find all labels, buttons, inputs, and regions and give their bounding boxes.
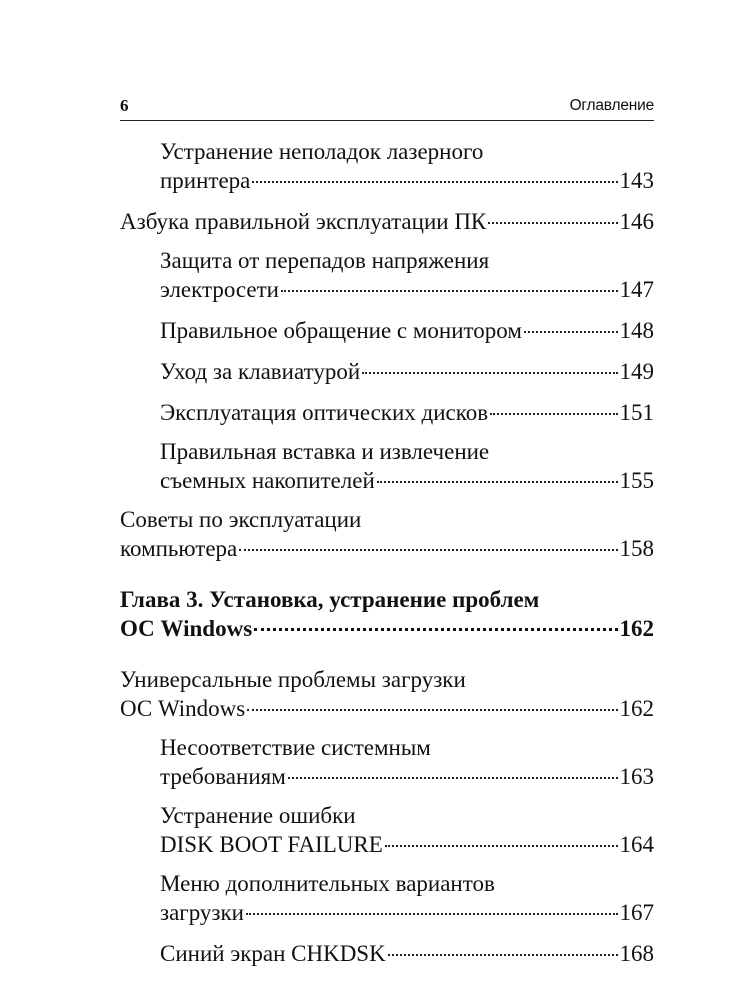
- toc-page-number: 163: [619, 764, 654, 789]
- toc-page-number: 162: [619, 616, 654, 641]
- toc-entry[interactable]: [160, 356, 654, 385]
- toc-page-number: 147: [619, 277, 654, 302]
- toc-entry-leader-line: [160, 315, 654, 344]
- toc-entry-title-line: Меню дополнительных вариантов: [160, 871, 495, 896]
- toc-entry-title-line: ОС Windows: [120, 696, 246, 721]
- dot-leader: [254, 613, 617, 636]
- toc-entry-title-line: Глава 3. Установка, устранение проблем: [120, 587, 540, 612]
- toc-entry-title-line: Синий экран CHKDSK: [160, 941, 386, 966]
- toc-entry[interactable]: [120, 206, 654, 235]
- toc-entry[interactable]: [160, 938, 654, 967]
- toc-page-number: 143: [619, 168, 654, 193]
- dot-leader: [377, 465, 618, 488]
- page-header: [120, 96, 654, 121]
- dot-leader: [281, 274, 618, 297]
- toc-entry-title-line: Устранение ошибки: [160, 803, 356, 828]
- dot-leader: [288, 761, 618, 784]
- toc-entry[interactable]: [160, 138, 654, 194]
- toc-entry-title-line: электросети: [160, 277, 279, 302]
- toc-entry-title-line: Правильная вставка и извлечение: [160, 439, 490, 464]
- toc-entry-title-line: Азбука правильной эксплуатации ПК: [120, 209, 487, 234]
- toc-entry[interactable]: [160, 870, 654, 926]
- toc-entry[interactable]: [160, 315, 654, 344]
- toc-entry-leader-line: [160, 761, 654, 790]
- running-title: Оглавление: [569, 97, 654, 114]
- dot-leader: [524, 315, 618, 338]
- toc-entry-title-line: принтера: [160, 168, 251, 193]
- toc-page-number: 167: [619, 900, 654, 925]
- toc-page-number: 149: [619, 359, 654, 384]
- toc-entry-title-line: требованиям: [160, 764, 286, 789]
- toc-entry-leader-line: [120, 206, 654, 235]
- table-of-contents: [120, 138, 654, 979]
- toc-entry-title-line: загрузки: [160, 900, 244, 925]
- toc-page-number: 155: [619, 468, 654, 493]
- toc-page-number: 162: [619, 696, 654, 721]
- toc-entry-title-line: ОС Windows: [120, 616, 253, 641]
- dot-leader: [246, 897, 618, 920]
- toc-entry-title-line: Советы по эксплуатации: [120, 507, 362, 532]
- dot-leader: [490, 397, 617, 420]
- toc-entry-title-line: Защита от перепадов напряжения: [160, 248, 490, 273]
- toc-page-number: 146: [619, 209, 654, 234]
- toc-entry-leader-line: [120, 693, 654, 722]
- dot-leader: [252, 165, 617, 188]
- toc-entry-leader-line: [160, 938, 654, 967]
- toc-page-number: 158: [619, 536, 654, 561]
- toc-page-number: 151: [619, 400, 654, 425]
- toc-entry-title-line: съемных накопителей: [160, 468, 375, 493]
- toc-entry-leader-line: [160, 397, 654, 426]
- toc-entry[interactable]: [120, 666, 654, 722]
- toc-entry-leader-line: [160, 465, 654, 494]
- toc-page-number: 148: [619, 318, 654, 343]
- toc-entry-leader-line: [120, 613, 654, 642]
- toc-entry-leader-line: [160, 829, 654, 858]
- toc-entry-title-line: Эксплуатация оптических дисков: [160, 400, 489, 425]
- toc-entry-leader-line: [160, 274, 654, 303]
- toc-page-number: 164: [619, 832, 654, 857]
- toc-entry[interactable]: [160, 734, 654, 790]
- dot-leader: [388, 938, 618, 961]
- toc-entry-leader-line: [160, 356, 654, 385]
- toc-entry-leader-line: [160, 897, 654, 926]
- dot-leader: [488, 206, 617, 229]
- dot-leader: [239, 533, 617, 556]
- toc-entry[interactable]: [160, 397, 654, 426]
- toc-entry[interactable]: [120, 506, 654, 562]
- toc-page-number: 168: [619, 941, 654, 966]
- toc-entry[interactable]: [160, 438, 654, 494]
- dot-leader: [247, 693, 617, 716]
- dot-leader: [385, 829, 618, 852]
- toc-entry-title-line: Устранение неполадок лазерного: [160, 139, 484, 164]
- dot-leader: [362, 356, 617, 379]
- toc-entry-leader-line: [120, 533, 654, 562]
- toc-entry-title-line: компьютера: [120, 536, 238, 561]
- toc-entry[interactable]: [160, 247, 654, 303]
- toc-entry-title-line: Уход за клавиатурой: [160, 359, 361, 384]
- page-number: 6: [120, 96, 129, 115]
- toc-entry-leader-line: [160, 165, 654, 194]
- toc-entry-title-line: Правильное обращение с монитором: [160, 318, 522, 343]
- toc-entry-title-line: Универсальные проблемы загрузки: [120, 667, 466, 692]
- toc-entry-title-line: Несоответствие системным: [160, 735, 431, 760]
- toc-chapter-entry[interactable]: [120, 586, 654, 642]
- toc-entry-title-line: DISK BOOT FAILURE: [160, 832, 383, 857]
- toc-entry[interactable]: [160, 802, 654, 858]
